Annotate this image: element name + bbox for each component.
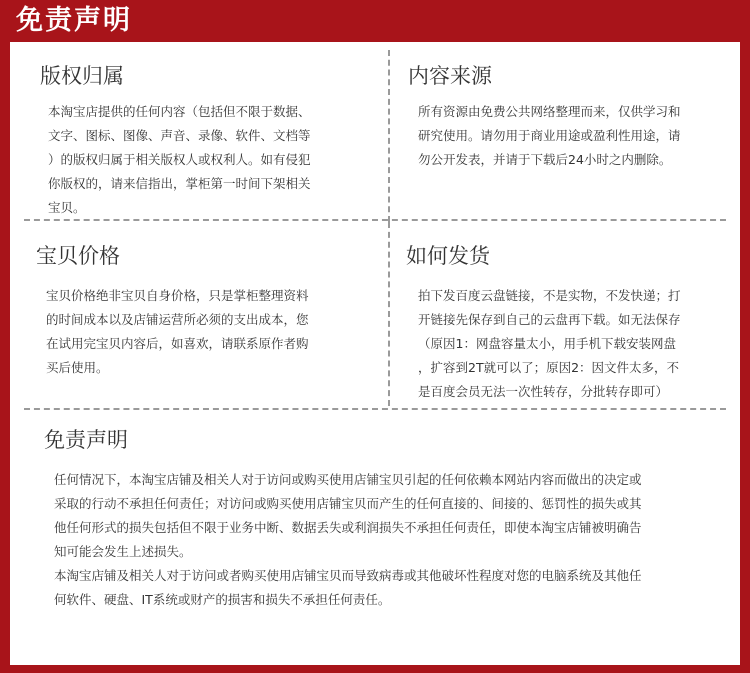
delivery-line: ，扩容到2T就可以了；原因2：因文件太多，不 — [418, 360, 680, 375]
delivery-line: 是百度会员无法一次性转存，分批转存即可） — [418, 384, 669, 399]
delivery-title: 如何发货 — [406, 244, 490, 268]
disclaimer-line: 何软件、硬盘、IT系统或财产的损害和损失不承担任何责任。 — [54, 592, 391, 607]
copyright-line: 宝贝。 — [48, 200, 86, 215]
price-title: 宝贝价格 — [36, 244, 120, 268]
page-title: 免责声明 — [16, 5, 132, 36]
disclaimer-line: 知可能会发生上述损失。 — [54, 544, 192, 559]
price-line: 在试用完宝贝内容后，如喜欢，请联系原作者购 — [46, 336, 309, 351]
copyright-line: ）的版权归属于相关版权人或权利人。如有侵犯 — [48, 152, 311, 167]
copyright-line: 本淘宝店提供的任何内容（包括但不限于数据、 — [48, 104, 311, 119]
source-line: 所有资源由免费公共网络整理而来，仅供学习和 — [418, 104, 681, 119]
disclaimer-line: 他任何形式的损失包括但不限于业务中断、数据丢失或利润损失不承担任何责任，即使本淘宝店铺被明确告 — [54, 520, 642, 535]
header-banner — [0, 0, 750, 42]
copyright-text — [48, 100, 311, 220]
source-line: 勿公开发表，并请于下载后24小时之内删除。 — [418, 152, 672, 167]
source-line: 研究使用。请勿用于商业用途或盈利性用途，请 — [418, 128, 681, 143]
horizontal-divider-2 — [24, 408, 726, 410]
copyright-title: 版权归属 — [40, 64, 124, 88]
source-title: 内容来源 — [408, 64, 492, 88]
disclaimer-title: 免责声明 — [44, 428, 128, 452]
copyright-line: 文字、图标、图像、声音、录像、软件、文档等 — [48, 128, 311, 143]
disclaimer-line: 任何情况下，本淘宝店铺及相关人对于访问或购买使用店铺宝贝引起的任何依赖本网站内容而做出的决定或 — [54, 472, 642, 487]
copyright-line: 你版权的，请来信指出，掌柜第一时间下架相关 — [48, 176, 311, 191]
delivery-line: 拍下发百度云盘链接，不是实物，不发快递；打 — [418, 288, 681, 303]
price-line: 的时间成本以及店铺运营所必须的支出成本，您 — [46, 312, 309, 327]
vertical-divider-middle — [388, 222, 390, 406]
source-text — [418, 100, 681, 172]
vertical-divider-top — [388, 50, 390, 222]
delivery-line: 开链接先保存到自己的云盘再下载。如无法保存 — [418, 312, 681, 327]
price-text — [46, 284, 309, 380]
disclaimer-text — [54, 468, 642, 612]
price-line: 买后使用。 — [46, 360, 109, 375]
price-line: 宝贝价格绝非宝贝自身价格，只是掌柜整理资料 — [46, 288, 309, 303]
disclaimer-line: 本淘宝店铺及相关人对于访问或者购买使用店铺宝贝而导致病毒或其他破坏性程度对您的电脑系统及其他任 — [54, 568, 642, 583]
content-panel — [10, 42, 740, 665]
disclaimer-line: 采取的行动不承担任何责任；对访问或购买使用店铺宝贝而产生的任何直接的、间接的、惩罚性的损失或其 — [54, 496, 642, 511]
delivery-line: （原因1：网盘容量太小，用手机下载安装网盘 — [418, 336, 676, 351]
delivery-text — [418, 284, 681, 404]
